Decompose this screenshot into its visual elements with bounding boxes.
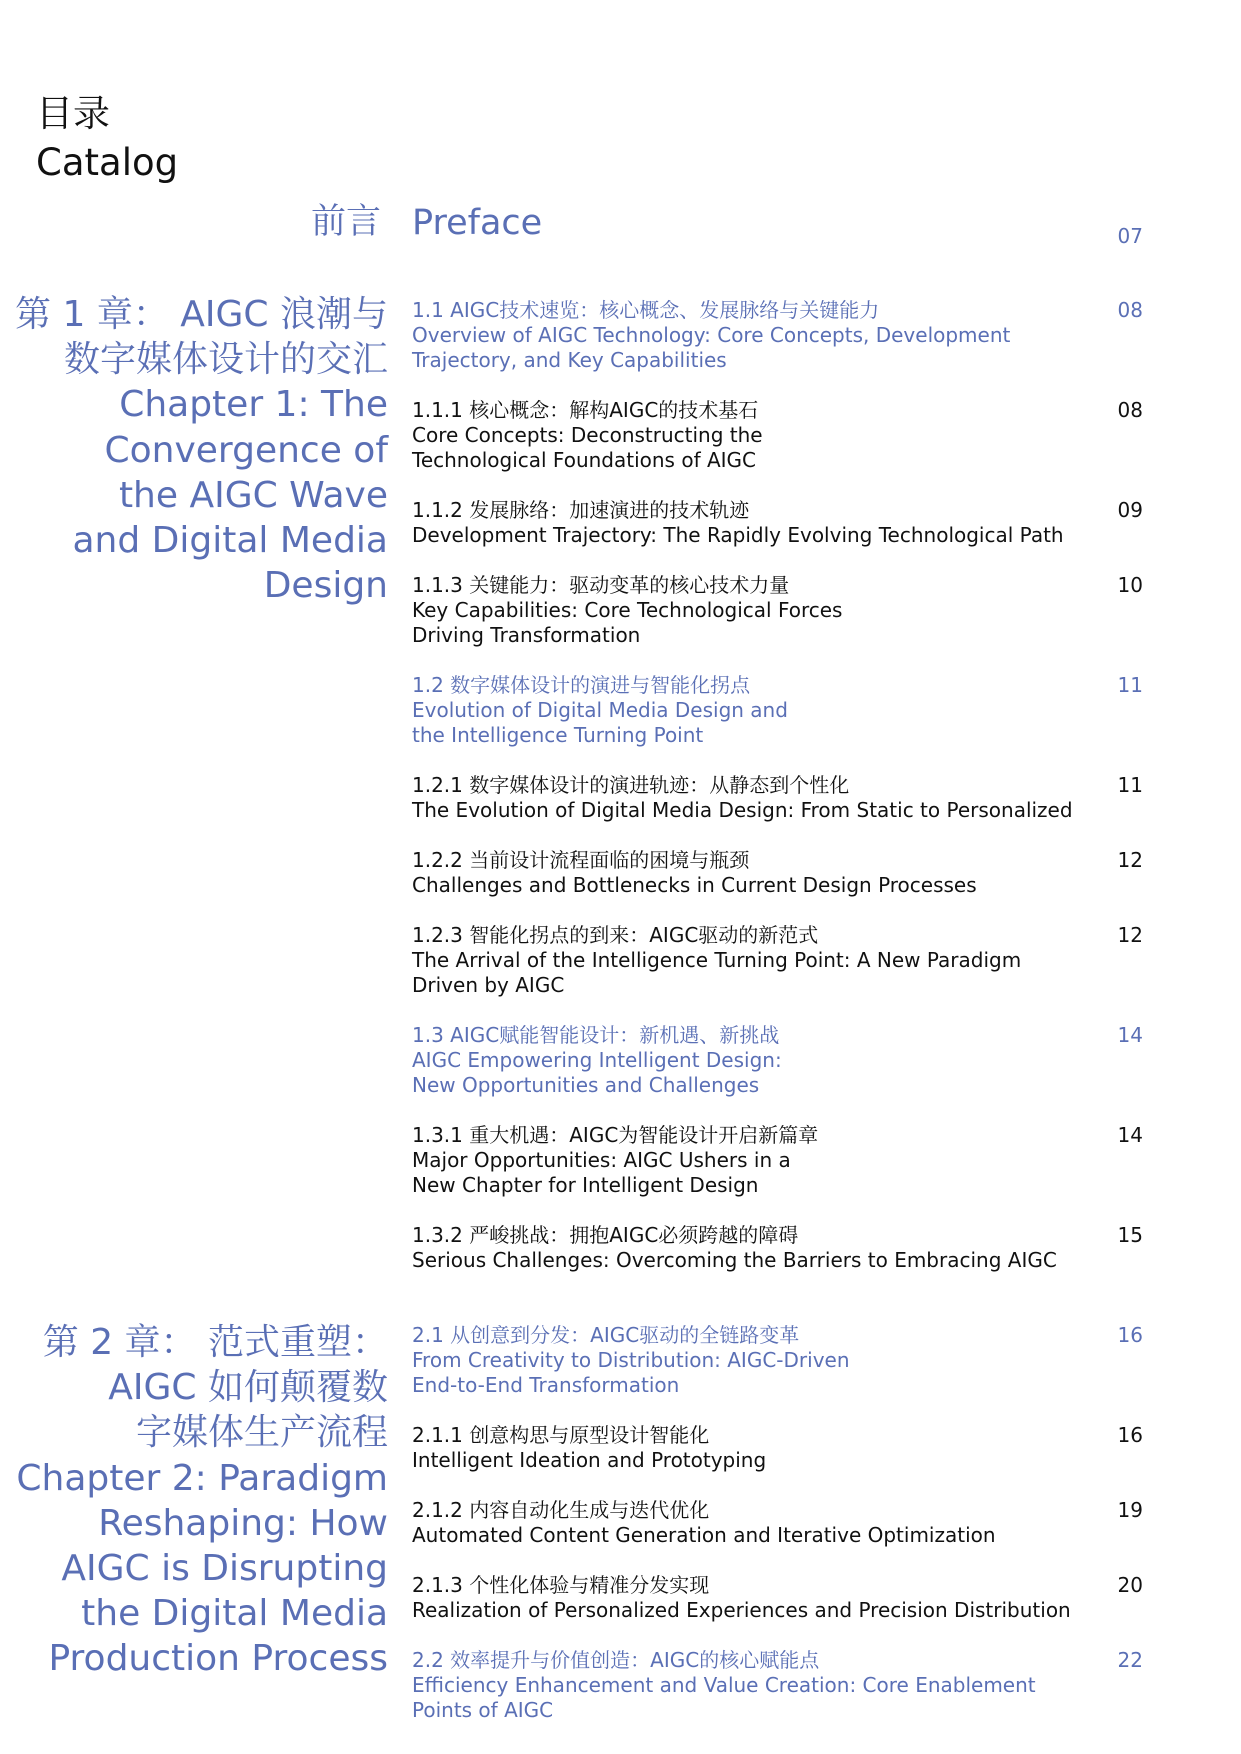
entry-title-en: AIGC Empowering Intelligent Design: (412, 1048, 782, 1073)
entry-page-number: 08 (1117, 398, 1143, 422)
entry-page-number: 22 (1117, 1648, 1143, 1672)
toc-subsection-entry[interactable] (412, 1423, 766, 1473)
toc-section-entry[interactable] (412, 673, 788, 749)
chapter-heading-line: the AIGC Wave (118, 474, 388, 516)
entry-title-cn: 1.2.2 当前设计流程面临的困境与瓶颈 (412, 848, 750, 872)
catalog-title-en: Catalog (36, 141, 179, 184)
toc-subsection-entry[interactable] (412, 398, 763, 474)
entry-title-en: From Creativity to Distribution: AIGC-Driven (412, 1348, 850, 1373)
entry-title-en: Driving Transformation (412, 623, 641, 648)
entry-title-cn: 1.2.1 数字媒体设计的演进轨迹：从静态到个性化 (412, 773, 850, 797)
entry-title-cn: 1.3.2 严峻挑战：拥抱AIGC必须跨越的障碍 (412, 1223, 799, 1247)
entry-page-number: 15 (1117, 1223, 1143, 1247)
entry-title-cn: 1.3 AIGC赋能智能设计：新机遇、新挑战 (412, 1023, 780, 1047)
entry-title-en: Points of AIGC (412, 1698, 554, 1723)
chapter-1-heading[interactable] (15, 292, 388, 608)
entry-title-cn: 1.1.1 核心概念：解构AIGC的技术基石 (412, 398, 759, 422)
entry-title-cn: 1.2 数字媒体设计的演进与智能化拐点 (412, 673, 751, 697)
entry-title-en: Key Capabilities: Core Technological Forces (412, 598, 843, 623)
toc-section-entry[interactable] (412, 1648, 1036, 1724)
toc-subsection-entry[interactable] (412, 498, 1064, 548)
toc-subsection-entry[interactable] (412, 573, 842, 649)
entry-page-number: 11 (1117, 673, 1143, 697)
chapter-heading-line: Design (263, 565, 388, 607)
chapter-heading-line: AIGC is Disrupting (61, 1548, 388, 1590)
toc-subsection-entry[interactable] (412, 1223, 1057, 1273)
preface-label-cn: 前言 (310, 202, 381, 242)
chapter-heading-line: Convergence of (104, 429, 388, 471)
entry-title-cn: 2.2 效率提升与价值创造：AIGC的核心赋能点 (412, 1648, 820, 1672)
preface-page-number: 07 (1117, 224, 1143, 248)
chapter-heading-line: the Digital Media (81, 1593, 388, 1635)
chapter-heading-line: AIGC 如何颠覆数 (108, 1367, 388, 1409)
toc-subsection-entry[interactable] (412, 1573, 1071, 1623)
preface-label-en[interactable]: Preface (412, 203, 543, 243)
entry-title-en: The Evolution of Digital Media Design: From Static to Personalized (412, 798, 1073, 823)
entry-title-cn: 2.1.3 个性化体验与精准分发实现 (412, 1573, 710, 1597)
entry-title-cn: 1.3.1 重大机遇：AIGC为智能设计开启新篇章 (412, 1123, 819, 1147)
entry-title-cn: 2.1.2 内容自动化生成与迭代优化 (412, 1498, 710, 1522)
entry-page-number: 14 (1117, 1023, 1143, 1047)
entry-title-en: Serious Challenges: Overcoming the Barriers to Embracing AIGC (412, 1248, 1057, 1273)
toc-subsection-entry[interactable] (412, 848, 977, 898)
entry-title-cn: 1.1.3 关键能力：驱动变革的核心技术力量 (412, 573, 790, 597)
catalog-title-cn: 目录 (36, 92, 110, 135)
entry-title-en: the Intelligence Turning Point (412, 723, 704, 748)
entry-page-number: 08 (1117, 298, 1143, 322)
toc-subsection-entry[interactable] (412, 1498, 996, 1548)
entry-title-cn: 1.2.3 智能化拐点的到来：AIGC驱动的新范式 (412, 923, 819, 947)
entry-title-en: Intelligent Ideation and Prototyping (412, 1448, 767, 1473)
entry-title-cn: 1.1 AIGC技术速览：核心概念、发展脉络与关键能力 (412, 298, 880, 322)
chapter-heading-line: Production Process (48, 1638, 388, 1680)
entry-title-en: End-to-End Transformation (412, 1373, 680, 1398)
entry-title-en: Technological Foundations of AIGC (412, 448, 757, 473)
entry-title-en: Automated Content Generation and Iterative Optimization (412, 1523, 996, 1548)
toc-section-entry[interactable] (412, 298, 1010, 374)
chapter-heading-line: Reshaping: How (98, 1502, 388, 1544)
toc-subsection-entry[interactable] (412, 773, 1073, 823)
toc-subsection-entry[interactable] (412, 1123, 818, 1199)
chapter-heading-line: 数字媒体设计的交汇 (63, 339, 388, 381)
chapter-heading-line: 字媒体生产流程 (135, 1412, 388, 1454)
toc-section-entry[interactable] (412, 1323, 850, 1399)
entry-title-en: Core Concepts: Deconstructing the (412, 423, 763, 448)
entry-page-number: 09 (1117, 498, 1143, 522)
entry-title-en: Trajectory, and Key Capabilities (412, 348, 727, 373)
chapter-heading-line: 第 1 章： AIGC 浪潮与 (15, 294, 388, 335)
entry-page-number: 11 (1117, 773, 1143, 797)
entry-title-en: Development Trajectory: The Rapidly Evolving Technological Path (412, 523, 1064, 548)
entry-title-cn: 2.1.1 创意构思与原型设计智能化 (412, 1423, 710, 1447)
entry-page-number: 20 (1117, 1573, 1143, 1597)
entry-title-en: New Chapter for Intelligent Design (412, 1173, 759, 1198)
chapter-heading-line: Chapter 1: The (119, 384, 388, 426)
entry-page-number: 19 (1117, 1498, 1143, 1522)
entry-title-en: Major Opportunities: AIGC Ushers in a (412, 1148, 791, 1173)
chapter-heading-line: Chapter 2: Paradigm (16, 1457, 388, 1499)
entry-page-number: 12 (1117, 848, 1143, 872)
entry-page-number: 14 (1117, 1123, 1143, 1147)
toc-section-entry[interactable] (412, 1023, 782, 1099)
chapter-heading-line: and Digital Media (72, 520, 388, 562)
toc-subsection-entry[interactable] (412, 923, 1021, 999)
entry-title-en: Realization of Personalized Experiences and Precision Distribution (412, 1598, 1071, 1623)
entry-title-en: Evolution of Digital Media Design and (412, 698, 788, 723)
entry-title-cn: 2.1 从创意到分发：AIGC驱动的全链路变革 (412, 1323, 800, 1347)
entry-title-en: New Opportunities and Challenges (412, 1073, 760, 1098)
chapter-heading-line: 第 2 章： 范式重塑： (42, 1322, 388, 1363)
entry-title-en: The Arrival of the Intelligence Turning Point: A New Paradigm (412, 948, 1022, 973)
entry-title-en: Driven by AIGC (412, 973, 565, 998)
chapter-2-heading[interactable] (16, 1320, 388, 1682)
entry-page-number: 12 (1117, 923, 1143, 947)
entry-page-number: 10 (1117, 573, 1143, 597)
entry-page-number: 16 (1117, 1323, 1143, 1347)
entry-title-en: Overview of AIGC Technology: Core Concepts, Development (412, 323, 1011, 348)
entry-page-number: 16 (1117, 1423, 1143, 1447)
entry-title-en: Efficiency Enhancement and Value Creation: Core Enablement (412, 1673, 1036, 1698)
entry-title-en: Challenges and Bottlenecks in Current Design Processes (412, 873, 977, 898)
entry-title-cn: 1.1.2 发展脉络：加速演进的技术轨迹 (412, 498, 750, 522)
